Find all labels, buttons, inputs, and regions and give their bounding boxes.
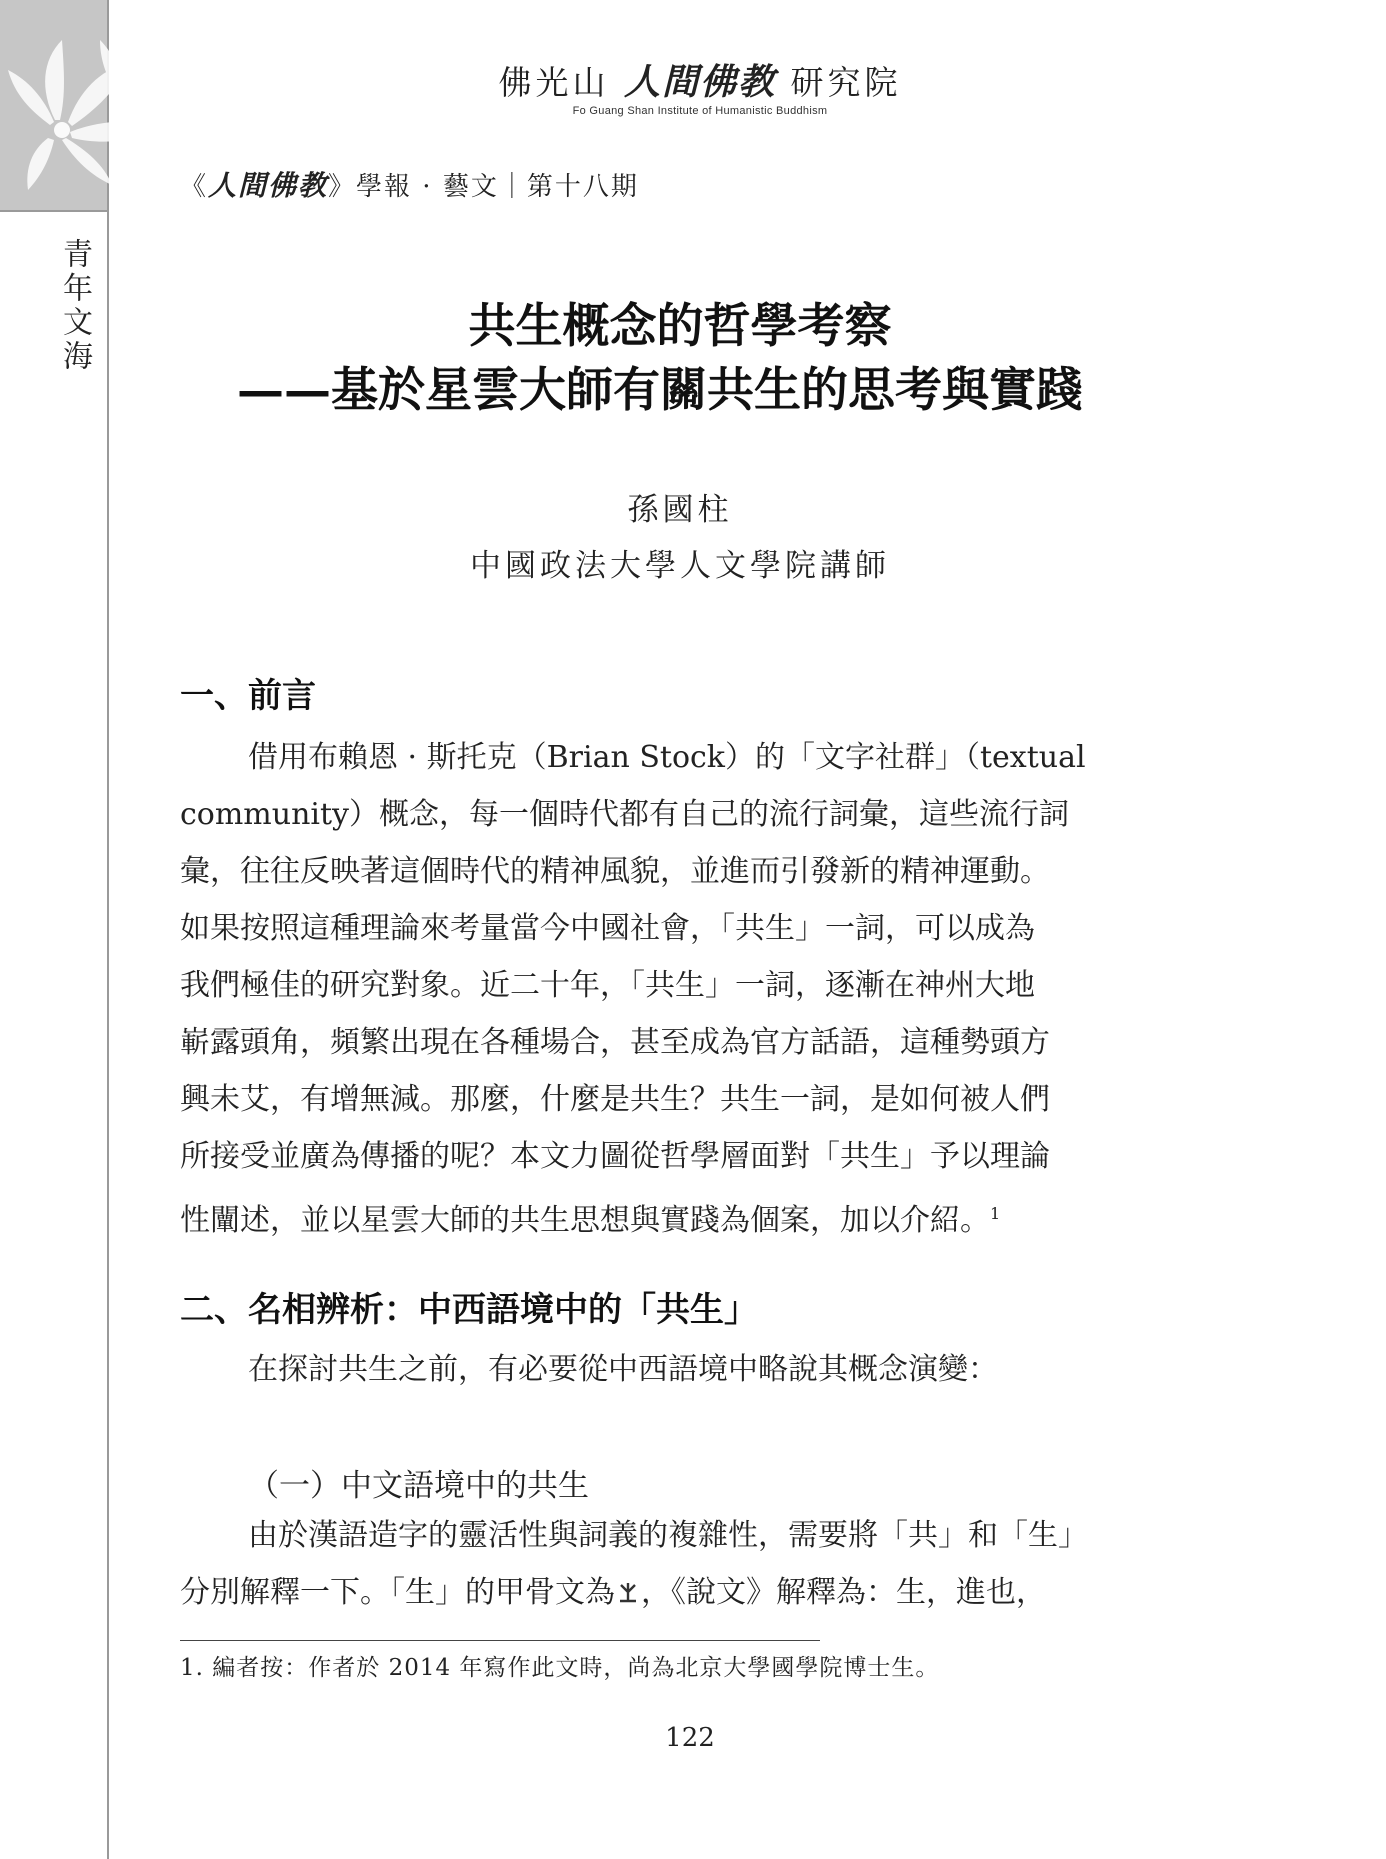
paragraph-line-text-a: 分別解釋一下。「生」的甲骨文為 [180,1575,615,1610]
paragraph-line: 興未艾，有增無減。那麼，什麼是共生？共生一詞，是如何被人們 [180,1082,1050,1117]
institute-name [470,60,930,105]
paragraph-line-text-b: ，《說文》解釋為：生，進也， [641,1575,1046,1610]
lotus-corner-emblem [0,0,107,212]
footnote: 1. 編者按：作者於 2014 年寫作此文時，尚為北京大學國學院博士生。 [180,1655,940,1681]
paragraph-line: 在探討共生之前，有必要從中西語境中略說其概念演變： [248,1352,998,1387]
paragraph-line: 借用布賴恩 · 斯托克（Brian Stock）的「文字社群」（textual [248,740,1086,775]
institute-prefix: 佛光山 [498,63,610,102]
paragraph-line: community）概念，每一個時代都有自己的流行詞彙，這些流行詞 [180,797,1069,832]
paragraph-line: 我們極佳的研究對象。近二十年，「共生」一詞，逐漸在神州大地 [180,968,1035,1003]
running-head-open: 《 [180,172,209,202]
paragraph-line: 如果按照這種理論來考量當今中國社會，「共生」一詞，可以成為 [180,911,1035,946]
paragraph-line-last [180,1194,1000,1241]
paragraph-line: 由於漢語造字的靈活性與詞義的複雜性，需要將「共」和「生」 [248,1518,1088,1553]
running-head-rest: 》學報 · 藝文｜第十八期 [328,172,639,202]
paragraph-line: 嶄露頭角，頻繁出現在各種場合，甚至成為官方話語，這種勢頭方 [180,1025,1050,1060]
running-head-brand: 人間佛教 [208,169,329,202]
article-title-block [180,295,1180,423]
author-affiliation: 中國政法大學人文學院講師 [470,548,890,584]
institute-english-name: Fo Guang Shan Institute of Humanistic Buddhism [572,105,828,117]
section-heading-1: 一、前言 [180,676,316,716]
journal-running-head [180,164,639,204]
institute-brand: 人間佛教 [623,61,776,103]
section-heading-2: 二、名相辨析：中西語境中的「共生」 [180,1290,758,1330]
paragraph-line: 彙，往往反映著這個時代的精神風貌，並進而引發新的精神運動。 [180,854,1050,889]
footnote-marker: 1 [990,1204,1001,1223]
page-number: 122 [665,1723,715,1753]
article-subtitle: ——基於星雲大師有關共生的思考與實踐 [237,363,1083,418]
paragraph-line-text: 性闡述，並以星雲大師的共生思想與實踐為個案，加以介紹。 [180,1203,990,1238]
article-title: 共生概念的哲學考察 [468,299,892,354]
institute-header [470,60,930,117]
institute-suffix: 研究院 [790,63,902,102]
lotus-icon [0,0,200,210]
author-name: 孫國柱 [627,492,733,528]
author-block [380,482,980,594]
column-label: 青年文海 [57,238,92,374]
paragraph-line: 所接受並廣為傳播的呢？本文力圖從哲學層面對「共生」予以理論 [180,1139,1050,1174]
paragraph-line-with-glyph [180,1573,1046,1613]
side-margin-bar [0,0,109,1859]
subsection-heading: （一）中文語境中的共生 [248,1468,589,1504]
footnote-divider [180,1640,820,1641]
oracle-bone-sheng-glyph [617,1579,639,1605]
